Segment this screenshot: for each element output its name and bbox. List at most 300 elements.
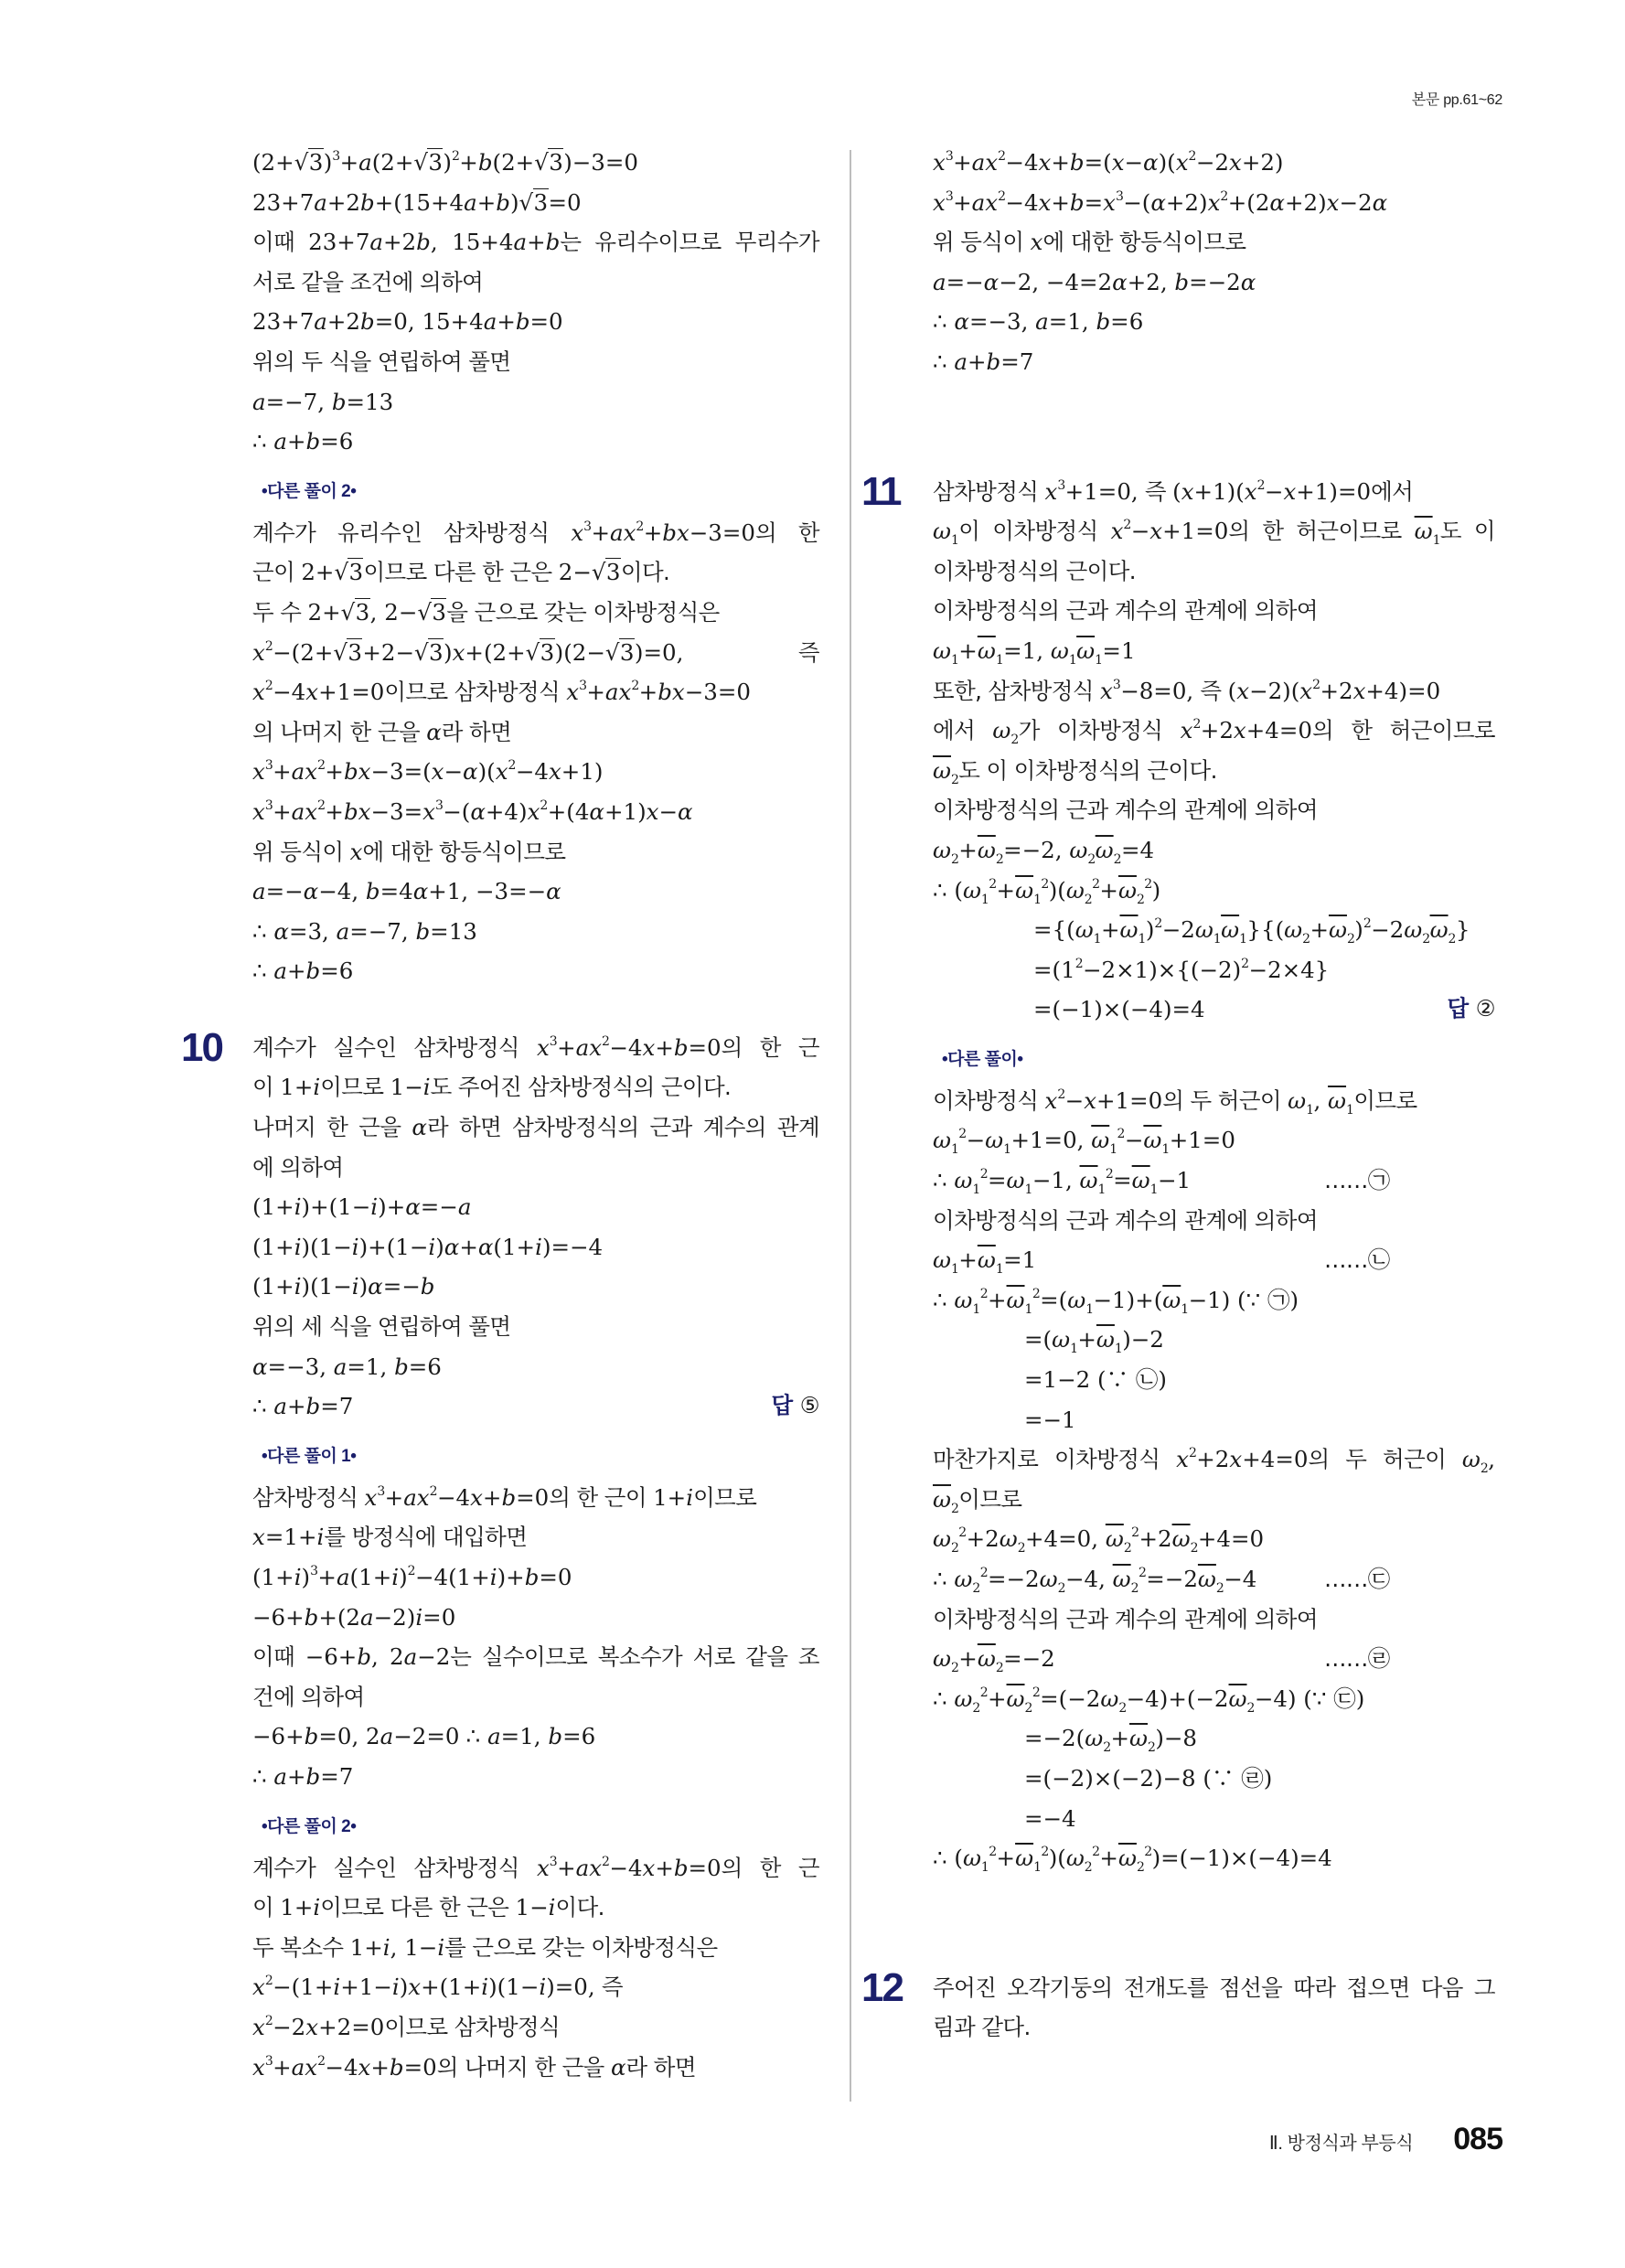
math-variable: x: [1100, 677, 1113, 704]
math-expression: +: [497, 308, 516, 336]
math-expression: −4: [1224, 1566, 1257, 1592]
square-root: √3: [334, 559, 363, 586]
math-variable: ω: [1065, 876, 1085, 904]
math-expression: −4: [609, 1854, 643, 1881]
math-expression: −4: [436, 1483, 471, 1511]
line-content: [933, 229, 1245, 255]
math-expression: −4(1+: [414, 1564, 490, 1590]
text: 를 근으로 갖는 이차방정식은: [444, 1933, 718, 1961]
subscript: 1: [995, 1262, 1004, 1278]
text-line: [252, 752, 819, 792]
conjugate-variable: $\overline{\omega}$: [1171, 1525, 1191, 1553]
math-variable: a: [273, 1762, 287, 1790]
math-expression: ∴: [252, 1762, 274, 1790]
line-content: [252, 1484, 756, 1511]
line-content: [933, 1246, 1037, 1278]
math-expression: +2−: [362, 638, 415, 666]
math-variable: ω: [1052, 1326, 1071, 1353]
math-variable: ω: [1284, 916, 1303, 944]
math-variable: a: [464, 188, 477, 216]
math-expression: =0: [403, 2053, 437, 2081]
math-variable: x: [1244, 477, 1257, 505]
subscript: 2: [1057, 1581, 1065, 1596]
problem-11-solution: [933, 472, 1495, 1030]
math-expression: =−4: [1024, 1804, 1076, 1832]
math-variable: b: [515, 308, 530, 336]
math-variable: b: [477, 149, 493, 176]
text-line: [252, 183, 819, 223]
text-line: [252, 342, 819, 382]
text-line: [933, 262, 1495, 303]
math-variable: ω: [1404, 916, 1423, 944]
math-variable: ω: [985, 1127, 1004, 1154]
subscript: 2: [950, 1501, 959, 1516]
square-root: √3: [591, 559, 620, 586]
math-expression: +: [591, 519, 610, 546]
math-expression: −3=0: [684, 679, 751, 706]
math-expression: )+: [497, 1564, 525, 1590]
math-variable: b: [394, 1353, 409, 1380]
line-content: [252, 1114, 819, 1140]
math-variable: b: [416, 229, 431, 256]
math-expression: −(: [443, 797, 471, 825]
conjugate-variable: $\overline{\omega}$: [1015, 876, 1034, 904]
line-content: [1033, 916, 1470, 947]
math-expression: +2): [1165, 188, 1208, 216]
text-line: [252, 1637, 819, 1677]
math-expression: +1−: [340, 1974, 392, 2001]
text-line: [933, 1201, 1495, 1241]
conjugate-variable: $\overline{\omega}$: [1015, 1845, 1034, 1872]
math-expression: +: [953, 188, 972, 216]
subscript: 2: [1480, 1461, 1489, 1477]
math-variable: ω: [1194, 916, 1213, 944]
math-variable: α: [589, 797, 604, 825]
math-expression: ): [443, 149, 452, 176]
math-expression: (1+: [493, 1233, 536, 1260]
math-variable: a: [314, 308, 327, 336]
superscript: 2: [1144, 876, 1152, 892]
text: 의 한 허근이므로: [1228, 518, 1415, 545]
subscript: 2: [1103, 1740, 1111, 1756]
alternative-solution-1-body: [252, 1478, 819, 1797]
superscript: 2: [264, 638, 273, 654]
text: 에 대한 항등식이므로: [1042, 229, 1246, 256]
math-variable: α: [412, 1114, 427, 1141]
math-expression: ): [444, 638, 453, 666]
math-expression: +1=0,: [1010, 1127, 1092, 1154]
text-line: [252, 1848, 819, 1888]
alternative-solution-label: •다른 풀이 2•: [262, 481, 357, 501]
math-variable: i: [437, 1933, 445, 1961]
text-line: [252, 262, 819, 303]
line-content: [252, 719, 511, 745]
math-variable: ω: [933, 518, 951, 545]
math-variable: α: [426, 718, 442, 745]
superscript: 3: [434, 797, 444, 813]
math-expression: +: [287, 428, 306, 455]
math-expression: =−2,: [1003, 836, 1070, 863]
subscript: 2: [950, 772, 959, 787]
math-expression: (: [1227, 677, 1237, 704]
text: 두 수: [252, 598, 308, 626]
text-line: [252, 1386, 819, 1427]
math-variable: i: [391, 1974, 400, 2001]
subscript: 1: [1239, 932, 1247, 947]
math-variable: ω: [1074, 916, 1094, 944]
math-variable: x: [536, 1033, 550, 1061]
math-expression: −1) (∵ ㉠): [1188, 1286, 1299, 1313]
subscript: 2: [972, 1700, 980, 1716]
line-content: [252, 918, 477, 945]
math-variable: α: [1112, 268, 1128, 295]
text-line: [252, 951, 819, 991]
equation-marker: ……㉣: [1324, 1645, 1390, 1673]
subscript: 2: [950, 851, 959, 867]
text-line: [252, 2007, 819, 2048]
superscript: 2: [1192, 717, 1201, 733]
math-variable: α: [470, 797, 486, 825]
math-variable: i: [422, 1074, 431, 1101]
math-variable: x: [358, 2053, 371, 2081]
conjugate-variable: $\overline{\omega}$: [1117, 1845, 1137, 1872]
math-variable: x: [1103, 188, 1116, 216]
text: 의 한 근이: [549, 1483, 654, 1511]
square-root: √3: [333, 638, 362, 666]
math-variable: a: [369, 229, 384, 256]
line-content: [252, 1074, 731, 1100]
line-content: [933, 149, 1284, 176]
math-variable: x: [252, 638, 265, 666]
math-expression: −3=0: [689, 519, 756, 546]
math-expression: ={(: [1033, 916, 1075, 944]
superscript: 2: [958, 1525, 967, 1541]
math-variable: α: [252, 1353, 268, 1380]
math-variable: ax: [971, 149, 999, 176]
math-variable: bx: [343, 758, 371, 786]
math-variable: b: [389, 2053, 404, 2081]
text: 이므로 삼차방정식: [384, 679, 567, 706]
line-content: [933, 1845, 1332, 1876]
math-expression: =6: [1110, 308, 1144, 336]
text: 이므로 다른 한 근은: [363, 559, 559, 586]
math-expression: +4=0: [1242, 1446, 1309, 1473]
alternative-solution-body: [933, 1081, 1495, 1878]
superscript: 2: [1032, 1685, 1041, 1700]
math-expression: +1=0: [1096, 1086, 1163, 1114]
text-line: [252, 1557, 819, 1598]
text-line: [933, 751, 1495, 791]
math-expression: 1+: [653, 1483, 687, 1511]
math-variable: i: [294, 1193, 302, 1221]
math-expression: +2: [1320, 677, 1353, 704]
conjugate-variable: $\overline{\omega}$: [1162, 1286, 1181, 1313]
subscript: 1: [1070, 1342, 1078, 1357]
math-expression: ∴: [933, 348, 955, 375]
math-variable: α: [405, 1193, 421, 1221]
math-expression: =0: [688, 1033, 722, 1061]
text: 건에 의하여: [252, 1683, 365, 1710]
equation-marker: ……㉠: [1324, 1167, 1390, 1194]
math-variable: x: [1326, 188, 1340, 216]
math-variable: i: [351, 1233, 359, 1260]
math-variable: α: [610, 2053, 626, 2081]
alternative-solution-body: [252, 513, 819, 991]
math-expression: +4=0,: [1025, 1525, 1106, 1553]
math-expression: +: [953, 149, 972, 176]
text-line: [933, 1799, 1495, 1839]
math-expression: +(1+: [421, 1974, 482, 2001]
text-line: [252, 832, 819, 872]
subscript: 1: [980, 892, 989, 907]
line-content: [252, 598, 720, 626]
math-expression: +: [1051, 188, 1070, 216]
line-content: [252, 1934, 718, 1961]
text-line: [252, 552, 819, 593]
math-expression: −(2+: [273, 638, 334, 666]
text-line: [933, 511, 1495, 551]
line-content: [252, 957, 353, 984]
text-line: [252, 1677, 819, 1717]
superscript: 2: [989, 1845, 997, 1860]
math-variable: ax: [291, 758, 318, 786]
math-variable: x: [1110, 518, 1124, 545]
solution-continuation: [252, 143, 819, 462]
line-content: [252, 1894, 604, 1920]
superscript: 2: [1138, 1566, 1147, 1580]
math-expression: +4)=0: [1365, 677, 1441, 704]
line-content: [252, 878, 561, 904]
math-variable: ax: [575, 1033, 603, 1061]
subscript: 2: [1118, 1700, 1127, 1716]
math-expression: =0: [529, 308, 563, 336]
math-variable: ω: [1288, 1086, 1307, 1114]
problem-12: [861, 1964, 1495, 2048]
math-variable: α: [368, 1273, 383, 1300]
line-content: [933, 1645, 1055, 1676]
math-expression: −4,: [1064, 1566, 1113, 1592]
text-line: [252, 1598, 819, 1638]
math-variable: a: [252, 388, 266, 415]
problem-12-statement: [933, 1968, 1495, 2048]
line-content: [933, 308, 1143, 335]
text-line: [933, 871, 1495, 911]
text-line: [252, 302, 819, 342]
math-expression: +: [557, 1854, 576, 1881]
subscript: 2: [1422, 932, 1430, 947]
line-content: [252, 798, 693, 825]
line-content: [252, 149, 638, 176]
text: [459, 1723, 465, 1749]
solution-continuation: [933, 143, 1495, 382]
math-expression: +2: [966, 1525, 1000, 1553]
superscript: 2: [1312, 677, 1320, 692]
text: 도 이 이차방정식의 근이다.: [958, 756, 1217, 784]
line-content: [933, 1974, 1495, 2001]
math-expression: )(1−: [488, 1974, 540, 2001]
math-expression: =1: [1003, 1246, 1037, 1274]
math-expression: −(1+: [273, 1974, 334, 2001]
subscript: 1: [950, 1142, 959, 1158]
math-expression: −2): [373, 1603, 416, 1631]
math-expression: =4: [380, 878, 413, 905]
text: 도 이: [1439, 518, 1495, 545]
math-variable: ω: [962, 876, 981, 904]
line-content: [252, 229, 819, 255]
line-content: [933, 1086, 1417, 1118]
math-expression: +4=0: [1245, 717, 1312, 744]
text-line: [933, 711, 1495, 751]
text-line: [252, 1307, 819, 1347]
math-expression: =7: [320, 1393, 354, 1420]
math-variable: x: [1175, 149, 1189, 176]
math-variable: a: [933, 268, 946, 295]
math-expression: +: [1099, 876, 1118, 904]
line-content: [252, 1193, 471, 1220]
math-variable: x: [933, 149, 946, 176]
subscript: 1: [1024, 1301, 1032, 1317]
math-variable: a: [380, 1723, 394, 1750]
math-variable: bx: [662, 519, 690, 546]
superscript: 3: [264, 797, 273, 813]
text-line: [933, 1559, 1495, 1599]
math-variable: α: [477, 1233, 494, 1260]
math-variable: x: [527, 797, 540, 825]
math-expression: }: [1455, 916, 1470, 944]
math-variable: ω: [1039, 1566, 1058, 1592]
math-variable: ω: [933, 637, 951, 664]
math-expression: −3=: [370, 797, 423, 825]
math-variable: ω: [954, 1685, 973, 1712]
math-variable: a: [273, 957, 287, 985]
conjugate-variable: $\overline{\omega}$: [1096, 1326, 1115, 1353]
superscript: 2: [1144, 1845, 1152, 1860]
math-expression: =−7,: [349, 917, 416, 945]
math-expression: −1,: [1032, 1167, 1080, 1194]
subscript: 1: [1033, 892, 1042, 907]
math-expression: −4: [515, 758, 549, 786]
math-expression: =−3,: [267, 1353, 334, 1380]
subscript: 1: [1033, 1860, 1042, 1876]
text: 서로 같을 조건에 의하여: [252, 268, 484, 295]
math-variable: b: [305, 957, 321, 985]
text: 근이: [252, 559, 302, 586]
math-expression: ∴: [933, 1685, 955, 1712]
text-line: [933, 1360, 1495, 1400]
conjugate-variable: $\overline{\omega}$: [1429, 916, 1449, 944]
math-expression: +: [988, 1685, 1007, 1712]
problem-number: 10: [181, 1024, 222, 1070]
text-line: [252, 2048, 819, 2088]
math-variable: i: [686, 1483, 694, 1511]
text-line: [252, 1067, 819, 1107]
math-expression: 2+: [307, 598, 341, 626]
line-content: [933, 1606, 1318, 1632]
math-variable: x: [349, 838, 363, 865]
math-variable: α: [1143, 149, 1159, 176]
math-variable: ω: [1050, 637, 1069, 664]
math-expression: −2: [1371, 916, 1405, 944]
math-variable: x: [1030, 229, 1043, 256]
line-content: [933, 836, 1155, 867]
math-variable: b: [357, 1643, 372, 1671]
line-content: [1024, 1366, 1167, 1393]
math-variable: ax: [609, 519, 636, 546]
math-expression: =−3,: [968, 308, 1036, 336]
math-variable: i: [481, 1974, 489, 2001]
math-expression: =(: [1024, 1326, 1053, 1353]
math-variable: x: [1233, 717, 1246, 744]
math-expression: =: [1084, 188, 1104, 216]
text: 의 한 허근이므로: [1311, 717, 1495, 744]
superscript: 2: [958, 1127, 967, 1142]
math-expression: +: [968, 348, 987, 375]
math-expression: ): [1151, 876, 1161, 904]
math-expression: )−2: [1122, 1326, 1164, 1353]
subscript: 1: [950, 652, 959, 668]
superscript: 2: [540, 797, 548, 813]
math-expression: =(: [1084, 149, 1112, 176]
math-expression: =: [988, 1167, 1007, 1194]
text: 계수가 실수인 삼차방정식: [252, 1033, 537, 1061]
math-expression: +: [325, 758, 344, 786]
math-variable: x: [1044, 1086, 1058, 1114]
math-expression: =0, 2: [318, 1723, 380, 1750]
text: 이차방정식의 근과 계수의 관계에 의하여: [933, 597, 1318, 625]
math-expression: =6: [320, 957, 354, 985]
superscript: 3: [945, 149, 954, 164]
subscript: 2: [1010, 733, 1019, 748]
math-expression: ∴: [933, 308, 955, 336]
math-expression: +: [459, 149, 478, 176]
text: 이차방정식의 근과 계수의 관계에 의하여: [933, 1206, 1318, 1234]
text-line: [933, 1280, 1495, 1321]
math-expression: (1+: [252, 1193, 294, 1221]
text-line: [252, 422, 819, 462]
math-expression: =−2: [1003, 1645, 1055, 1673]
math-variable: ω: [1069, 836, 1088, 863]
math-variable: x: [1228, 149, 1242, 176]
column-divider: [850, 150, 851, 2102]
math-variable: x: [252, 1524, 265, 1551]
line-content: [1024, 1407, 1076, 1433]
square-root: √3: [519, 188, 548, 216]
alternative-solution-2-label: •다른 풀이 2•: [262, 1816, 357, 1836]
superscript: 2: [602, 1033, 610, 1049]
superscript: 2: [1092, 1845, 1100, 1860]
math-variable: ω: [1065, 1845, 1085, 1872]
text-line: [933, 1639, 1495, 1679]
page-number: 085: [1453, 2122, 1502, 2156]
square-root: √3: [414, 638, 444, 666]
math-expression: +: [643, 519, 663, 546]
text: 이므로: [320, 1074, 390, 1101]
chapter-title: Ⅱ. 방정식과 부등식: [1268, 2134, 1414, 2154]
math-expression: =−: [420, 1193, 458, 1221]
math-expression: =13: [346, 388, 394, 415]
math-expression: 1+: [349, 1933, 383, 1961]
math-variable: x: [1084, 1086, 1097, 1114]
text-line: [933, 1679, 1495, 1719]
math-expression: −4: [1005, 149, 1039, 176]
line-content: [1033, 996, 1205, 1022]
text-line: [252, 1928, 819, 1968]
text: 위 등식이: [252, 838, 350, 865]
text-line: [252, 1107, 819, 1148]
math-expression: 1+: [280, 1894, 314, 1921]
text: 에 대한 항등식이므로: [362, 838, 566, 865]
text-line: [933, 1320, 1495, 1360]
